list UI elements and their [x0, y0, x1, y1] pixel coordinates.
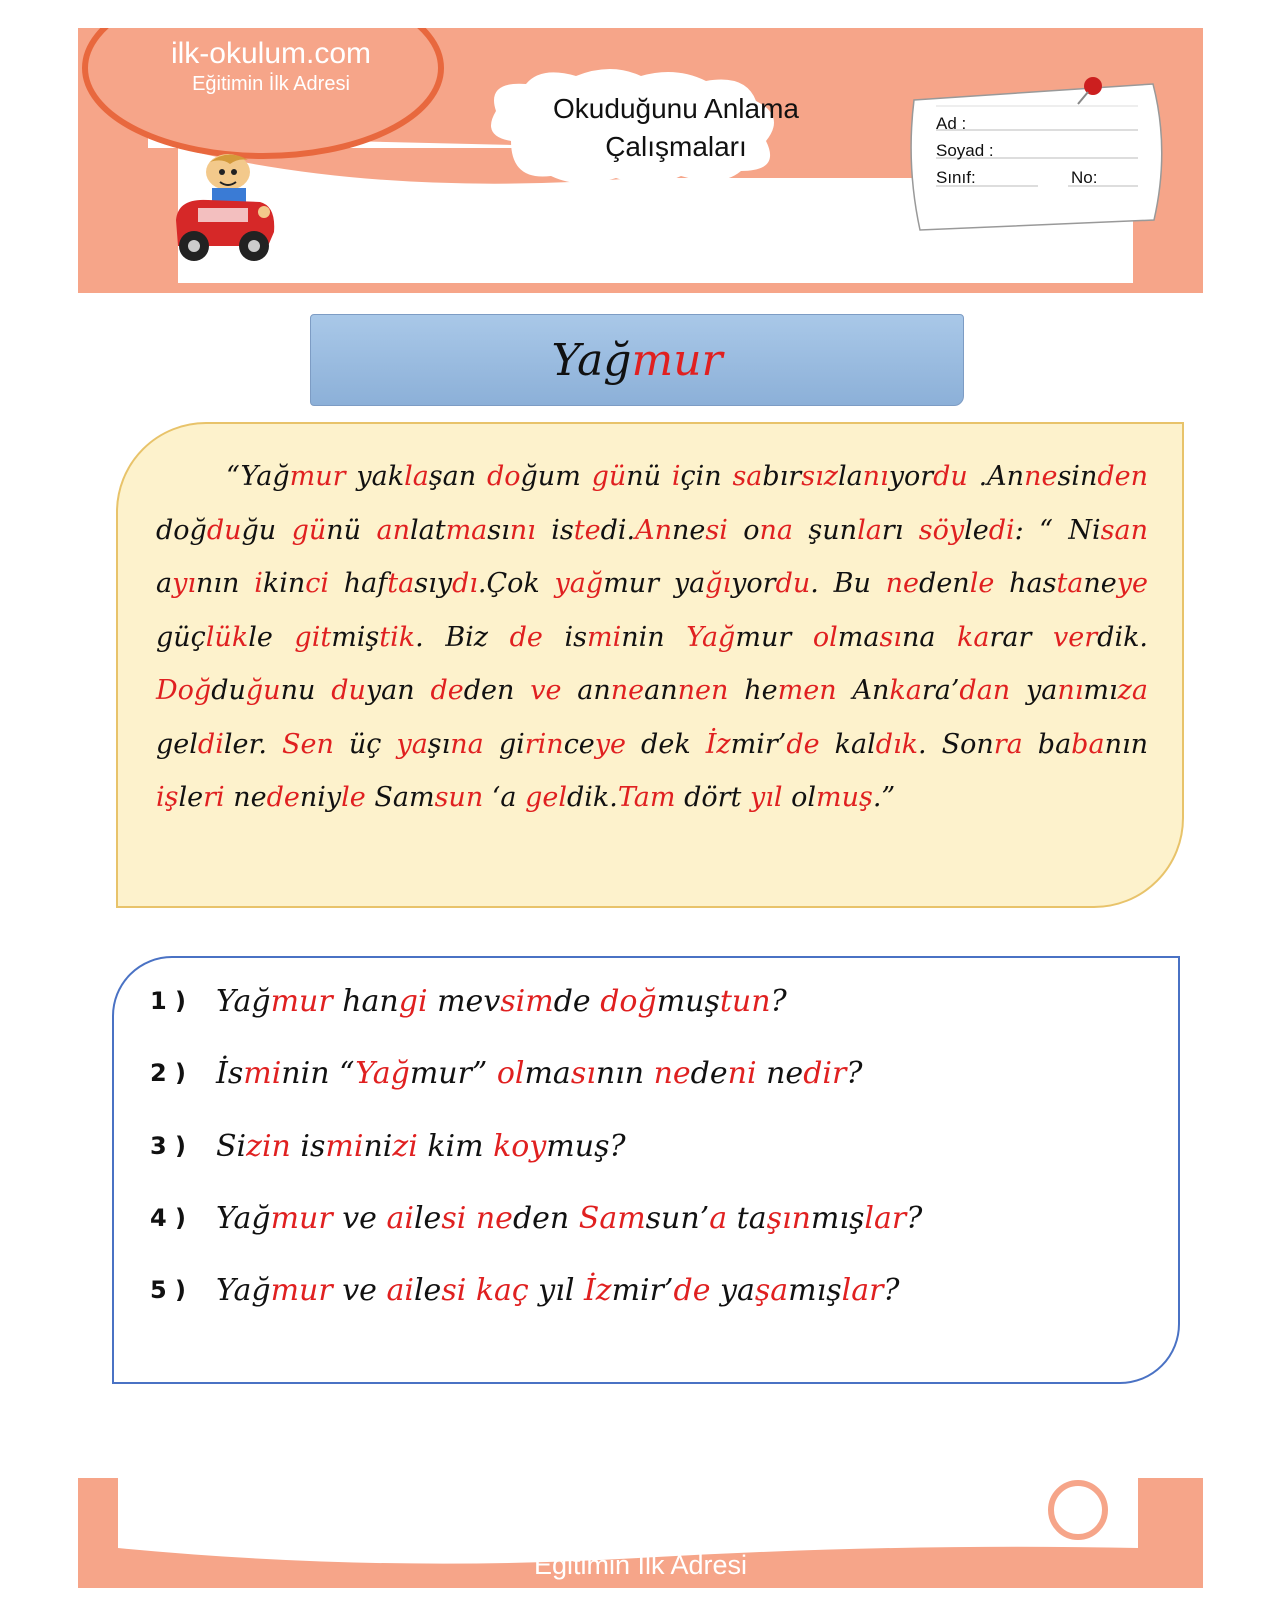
story-segment: ğu [245, 675, 281, 706]
question-item [150, 1265, 900, 1315]
story-segment: le [248, 621, 295, 653]
story-segment: çin [680, 461, 733, 492]
story-segment: la [857, 514, 882, 546]
story-segment: an [644, 675, 678, 706]
story-segment: iş [156, 782, 179, 813]
story-segment: du [211, 675, 246, 706]
story-segment: ba [1071, 728, 1105, 760]
question-text [216, 1273, 900, 1308]
story-segment: ta [387, 568, 415, 599]
story-segment: bır [762, 461, 802, 492]
question-text [216, 1129, 626, 1164]
story-segment: ol [812, 621, 838, 653]
question-segment: sun’ [645, 1200, 710, 1236]
question-segment: lar [864, 1200, 907, 1236]
story-segment: sun [434, 782, 484, 813]
story-segment: ye [594, 728, 627, 760]
footer-brand-tagline: Eğitimin İlk Adresi [533, 1550, 748, 1580]
worksheet-title [506, 90, 846, 166]
question-segment: mur” [409, 1055, 497, 1091]
story-segment: nin [621, 621, 687, 653]
story-segment: mir’ [730, 728, 787, 760]
story-segment: sa [732, 461, 763, 492]
story-segment: i [671, 461, 681, 492]
story-segment: te [573, 514, 601, 546]
story-segment: niy [299, 782, 342, 813]
story-segment: İz [705, 728, 731, 760]
question-segment: den [512, 1200, 579, 1236]
footer-brand-name: ilk-okulum.com [500, 1503, 781, 1550]
question-text [216, 1056, 862, 1091]
story-segment: ne [885, 568, 920, 599]
story-segment: ğı [705, 568, 732, 599]
question-segment: sim [500, 983, 554, 1019]
story-segment: şan [428, 461, 487, 492]
story-segment: den [463, 675, 531, 706]
story-segment: mur [603, 568, 660, 599]
story-segment: şun [793, 514, 858, 546]
story-segment: sı [879, 621, 902, 653]
story-segment: ve [530, 675, 562, 706]
question-segment: ma [524, 1055, 571, 1091]
story-title-banner [310, 314, 964, 406]
story-segment: ver [1053, 621, 1098, 653]
story-segment: güç [156, 621, 206, 653]
story-segment: yor [731, 568, 776, 599]
story-segment: ye [1116, 568, 1149, 599]
story-segment: An [836, 675, 890, 706]
story-segment: lat [409, 514, 446, 546]
question-segment: han [332, 983, 399, 1019]
question-segment: ve [332, 1272, 387, 1308]
story-segment: men [777, 675, 837, 706]
story-segment: i [254, 568, 263, 599]
question-segment: tun [719, 983, 771, 1019]
story-segment: gel [525, 782, 567, 813]
story-title [551, 335, 722, 386]
question-segment: nin “ [281, 1055, 356, 1091]
story-segment: na [901, 621, 958, 653]
header-brand-tagline: Eğitimin İlk Adresi [192, 73, 350, 95]
story-segment: nın [196, 568, 255, 599]
question-segment: mur [270, 1272, 333, 1308]
story-segment: muş [815, 782, 873, 813]
question-number: 3 ) [150, 1132, 187, 1160]
story-segment: nü [626, 461, 672, 492]
story-segment: le [341, 782, 366, 813]
story-segment: dık [875, 728, 918, 760]
question-segment: le [413, 1200, 442, 1236]
story-segment: ne [1083, 568, 1117, 599]
question-segment: İz [583, 1272, 612, 1308]
story-segment: le [969, 568, 995, 599]
story-segment: git [294, 621, 332, 653]
question-segment: ne [756, 1055, 804, 1091]
story-box [116, 422, 1184, 908]
story-segment: ya [1010, 675, 1058, 706]
story-segment: lük [205, 621, 249, 653]
story-segment: has [994, 568, 1057, 599]
question-segment: mur [270, 1200, 333, 1236]
question-text [216, 1201, 922, 1236]
question-segment: gi [398, 983, 428, 1019]
story-segment: ka [957, 621, 990, 653]
story-segment: di [988, 514, 1015, 546]
story-segment: du [206, 514, 242, 546]
story-segment: Sam [365, 782, 435, 813]
question-segment: Sam [578, 1200, 646, 1236]
header-brand [106, 36, 436, 96]
story-segment: yor [888, 461, 934, 492]
header-brand-name: ilk-okulum.com [170, 37, 372, 70]
question-segment: kim [417, 1128, 494, 1164]
questions-box [112, 956, 1180, 1384]
story-segment: de [786, 728, 820, 760]
story-segment: . Bu [810, 568, 886, 599]
question-segment: koy [493, 1128, 547, 1164]
worksheet-title-line2: Çalışmaları [605, 131, 747, 162]
story-segment: sı [487, 514, 510, 546]
story-segment: dek [626, 728, 706, 760]
question-segment: Yağ [216, 983, 271, 1019]
story-segment: nı [509, 514, 536, 546]
story-segment: şı [427, 728, 451, 760]
story-segment: dı [451, 568, 478, 599]
story-segment: di. [600, 514, 636, 546]
question-segment: İs [216, 1055, 244, 1091]
story-segment: .Çok [477, 568, 555, 599]
question-segment: ve [332, 1200, 387, 1236]
question-segment: mış [788, 1272, 842, 1308]
story-title-part2: mur [631, 334, 723, 386]
question-segment: de [690, 1055, 728, 1091]
story-segment: an [376, 514, 410, 546]
story-segment [415, 675, 431, 706]
question-segment: ne [475, 1200, 513, 1236]
story-segment: sıy [414, 568, 452, 599]
story-segment: mur [289, 461, 346, 492]
story-segment: ka [889, 675, 922, 706]
question-segment: ? [770, 983, 787, 1019]
question-number: 2 ) [150, 1059, 187, 1087]
story-segment: na [759, 514, 794, 546]
question-segment: ne [653, 1055, 691, 1091]
story-segment: rar [989, 621, 1054, 653]
story-segment: ra’ [921, 675, 960, 706]
question-segment: ta [727, 1200, 767, 1236]
story-segment: ğum [520, 461, 592, 492]
field-soyad: Soyad : [936, 141, 994, 160]
story-segment: nü [326, 514, 377, 546]
cartoon-car-icon [168, 150, 278, 270]
story-segment: o [727, 514, 760, 546]
story-segment: kal [819, 728, 876, 760]
question-segment: şın [766, 1200, 811, 1236]
story-segment: le [964, 514, 989, 546]
question-segment: doğ [600, 983, 657, 1019]
story-segment: ‘a [483, 782, 526, 813]
story-segment: dan [959, 675, 1011, 706]
story-segment: yak [345, 461, 405, 492]
question-segment: muş? [546, 1128, 626, 1164]
story-segment: ra [993, 728, 1023, 760]
story-segment: le [178, 782, 204, 813]
story-segment: si [705, 514, 728, 546]
story-segment: ce [563, 728, 595, 760]
question-segment: ? [906, 1200, 923, 1236]
question-segment: de [673, 1272, 711, 1308]
story-segment: ci [305, 568, 329, 599]
story-segment: is [542, 621, 587, 653]
story-segment: rı [881, 514, 919, 546]
story-segment: miş [331, 621, 380, 653]
question-segment: ? [846, 1055, 863, 1091]
story-segment: doğ [156, 514, 207, 546]
field-sinif: Sınıf: [936, 168, 976, 187]
story-segment: du [331, 675, 366, 706]
question-item [150, 1193, 922, 1243]
story-segment: ol [782, 782, 816, 813]
story-segment: haf [329, 568, 388, 599]
question-number: 4 ) [150, 1204, 187, 1232]
story-segment: la [837, 461, 863, 492]
story-segment: den [1097, 461, 1148, 492]
question-segment: sı [570, 1055, 596, 1091]
question-segment: dir [803, 1055, 847, 1091]
question-segment: ol [496, 1055, 525, 1091]
story-segment: za [1117, 675, 1148, 706]
story-segment: de [266, 782, 300, 813]
story-segment: .An [967, 461, 1025, 492]
question-segment: si [441, 1272, 467, 1308]
story-segment: nu [280, 675, 332, 706]
question-segment [466, 1273, 476, 1308]
story-segment: an [561, 675, 611, 706]
story-segment: rin [524, 728, 564, 760]
story-segment: .” [872, 782, 896, 813]
question-segment: ? [883, 1272, 900, 1308]
story-segment: ne [224, 782, 267, 813]
story-segment: üç [333, 728, 397, 760]
question-segment: kaç [475, 1272, 529, 1308]
story-segment: Doğ [156, 675, 212, 706]
story-segment: ma [445, 514, 488, 546]
story-segment: den [919, 568, 970, 599]
footer-brand [78, 1504, 1203, 1580]
story-segment: gü [591, 461, 627, 492]
story-segment: nen [677, 675, 729, 706]
question-segment: mış [810, 1200, 865, 1236]
story-segment: Sen [282, 728, 334, 760]
story-segment: yağ [554, 568, 604, 599]
story-segment: sin [1057, 461, 1098, 492]
question-segment: mur [270, 983, 333, 1019]
story-segment: söy [918, 514, 965, 546]
story-segment: . [258, 728, 282, 760]
worksheet-header [78, 28, 1203, 293]
worksheet-footer [78, 1478, 1203, 1588]
story-text [156, 450, 1148, 825]
story-segment: : “ Ni [1014, 514, 1101, 546]
question-segment: Si [216, 1128, 247, 1164]
story-segment: yıl [749, 782, 783, 813]
question-segment: Yağ [216, 1272, 271, 1308]
story-segment: nı [862, 461, 889, 492]
question-number: 5 ) [150, 1276, 187, 1304]
question-segment: muş [656, 983, 720, 1019]
question-segment: a [709, 1200, 728, 1236]
story-segment: dik. [566, 782, 618, 813]
story-segment: a [156, 568, 173, 599]
question-segment: ai [386, 1272, 414, 1308]
story-segment: ya [659, 568, 706, 599]
question-segment: mi [325, 1128, 364, 1164]
question-segment: le [413, 1272, 442, 1308]
story-segment: ta [1056, 568, 1084, 599]
story-segment: yan [365, 675, 415, 706]
question-segment: si [441, 1200, 467, 1236]
story-segment: gel [156, 728, 198, 760]
story-segment: ba [1022, 728, 1072, 760]
question-segment [466, 1201, 476, 1236]
story-segment: . Son [918, 728, 994, 760]
question-item [150, 976, 787, 1026]
question-segment: zin [246, 1128, 291, 1164]
story-segment: gü [291, 514, 327, 546]
story-segment: di [197, 728, 224, 760]
story-segment: ma [837, 621, 880, 653]
question-text [216, 984, 787, 1019]
story-segment: ğu [241, 514, 292, 546]
story-segment: he [728, 675, 778, 706]
story-segment: ri [203, 782, 225, 813]
question-segment: zi [392, 1128, 418, 1164]
story-segment: mur [735, 621, 813, 653]
story-segment: sız [801, 461, 838, 492]
story-segment: . Biz [415, 621, 510, 653]
story-segment: Yağ [686, 621, 736, 653]
question-segment: şa [754, 1272, 789, 1308]
story-segment: “Yağ [226, 461, 290, 492]
question-segment: yıl [528, 1272, 584, 1308]
worksheet-title-line1: Okuduğunu Anlama [553, 93, 799, 124]
question-segment: is [290, 1128, 326, 1164]
story-segment: ne [610, 675, 645, 706]
story-segment: ler [223, 728, 259, 760]
story-segment: dik. [1097, 621, 1149, 653]
story-segment: du [933, 461, 968, 492]
question-segment: mev [427, 983, 501, 1019]
field-no: No: [1071, 168, 1098, 187]
story-segment: nı [1057, 675, 1084, 706]
question-segment: ya [710, 1272, 755, 1308]
question-segment: ni [363, 1128, 393, 1164]
question-segment: mi [243, 1055, 282, 1091]
story-segment: is [535, 514, 574, 546]
story-segment: do [486, 461, 521, 492]
question-number: 1 ) [150, 987, 187, 1015]
story-segment: tik [379, 621, 416, 653]
story-segment: Tam [617, 782, 676, 813]
story-segment: ya [396, 728, 428, 760]
story-segment: gi [483, 728, 525, 760]
story-segment: ne [1024, 461, 1058, 492]
question-segment: nın [595, 1055, 654, 1091]
story-segment: de [509, 621, 543, 653]
story-segment: de [430, 675, 464, 706]
question-item [150, 1048, 862, 1098]
story-segment: mı [1083, 675, 1118, 706]
story-segment: na [450, 728, 484, 760]
question-segment: Yağ [355, 1055, 410, 1091]
story-segment: la [404, 461, 429, 492]
story-segment: san [1100, 514, 1148, 546]
story-segment: dört [675, 782, 750, 813]
story-segment: du [775, 568, 811, 599]
story-title-part1: Yağ [551, 334, 632, 386]
question-segment: Yağ [216, 1200, 271, 1236]
story-segment: kin [262, 568, 306, 599]
story-segment: ne [671, 514, 706, 546]
field-ad: Ad : [936, 114, 967, 133]
story-segment: nın [1104, 728, 1148, 760]
question-segment: mir’ [611, 1272, 674, 1308]
story-segment: mi [586, 621, 622, 653]
story-segment: yı [172, 568, 196, 599]
question-segment: ai [386, 1200, 414, 1236]
question-segment: ni [727, 1055, 757, 1091]
question-item [150, 1121, 626, 1171]
story-segment: An [635, 514, 672, 546]
question-segment: de [553, 983, 601, 1019]
question-segment: lar [841, 1272, 884, 1308]
